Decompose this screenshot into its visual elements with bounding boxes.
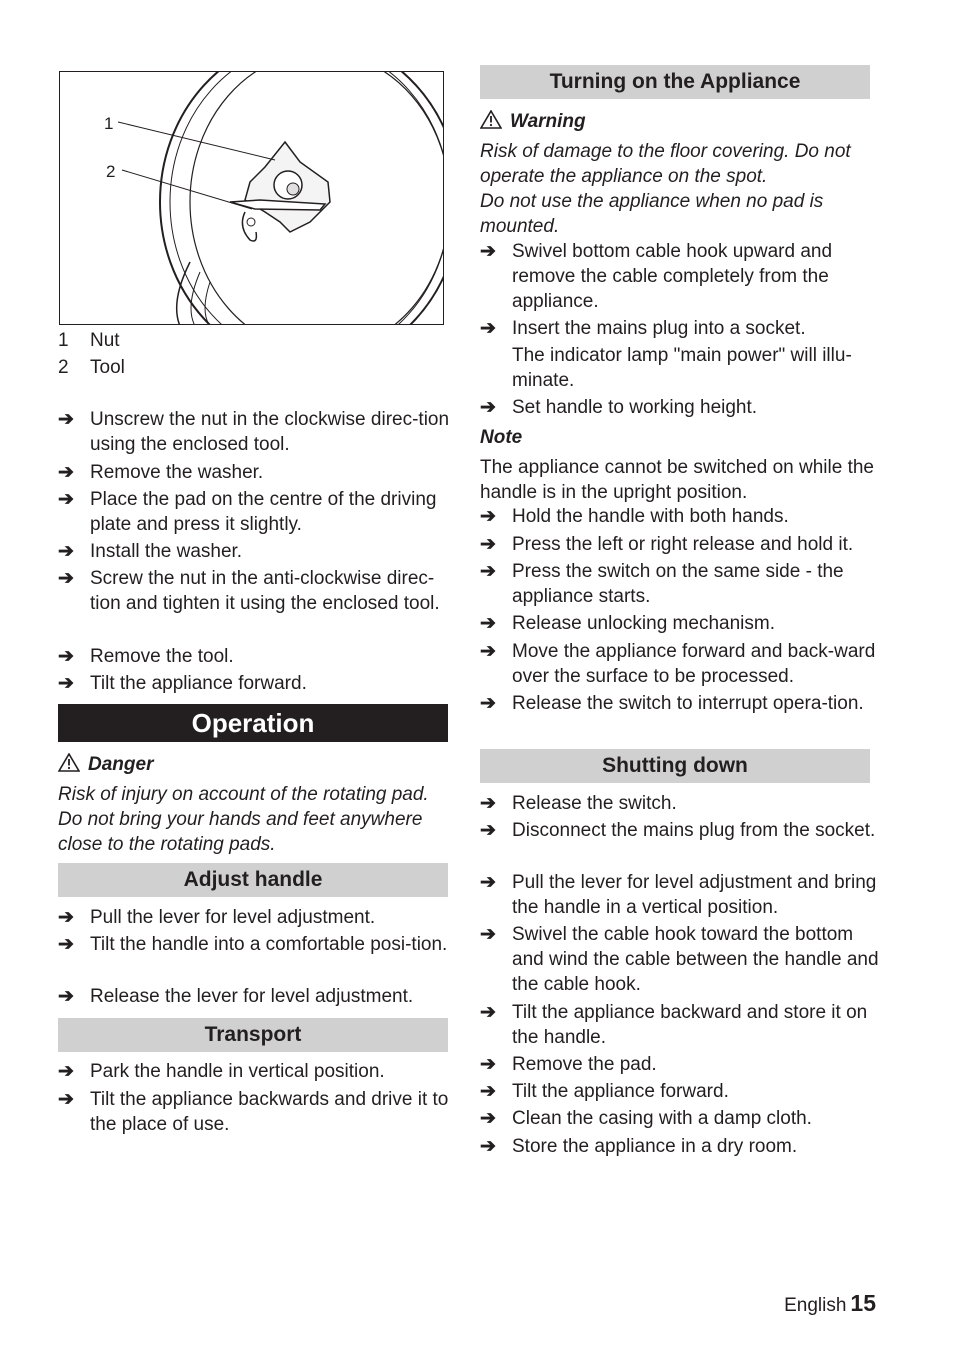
indicator-text: The indicator lamp "main power" will illu-minate.: [512, 345, 852, 391]
instruction-step: ➔ Screw the nut in the anti-clockwise direc-tion and tighten it using the enclosed tool.: [58, 568, 440, 614]
note-heading: Note: [480, 427, 523, 448]
arrow-icon: ➔: [480, 641, 496, 662]
legend-item: [58, 355, 125, 380]
arrow-icon: ➔: [58, 568, 74, 589]
arrow-icon: ➔: [58, 1089, 74, 1110]
arrow-icon: ➔: [480, 534, 496, 555]
arrow-icon: ➔: [480, 1136, 496, 1157]
arrow-icon: ➔: [480, 1108, 496, 1129]
warning-label: Warning: [510, 111, 586, 132]
warning-triangle-icon: [58, 753, 80, 772]
legend-label: Tool: [90, 357, 125, 378]
page-number: 15: [850, 1290, 876, 1316]
arrow-icon: ➔: [480, 793, 496, 814]
instruction-step: ➔ Park the handle in vertical position.: [58, 1061, 385, 1082]
arrow-icon: ➔: [480, 506, 496, 527]
instruction-step: ➔ Press the switch on the same side - the appliance starts.: [480, 561, 844, 607]
arrow-icon: ➔: [58, 673, 74, 694]
instruction-step: ➔ Place the pad on the centre of the driving plate and press it slightly.: [58, 489, 437, 535]
warning-triangle-icon: [480, 110, 502, 129]
callout-1: 1: [104, 114, 114, 133]
instruction-step: ➔ Insert the mains plug into a socket.: [480, 318, 806, 339]
warning-text: Risk of damage to the floor covering. Do not operate the appliance on the spot.: [480, 141, 851, 187]
section-title-turning-on: Turning on the Appliance: [480, 65, 870, 99]
footer-language: English: [784, 1295, 847, 1316]
legend-label: Nut: [90, 330, 120, 351]
instruction-step: ➔ Set handle to working height.: [480, 397, 758, 418]
arrow-icon: ➔: [480, 1054, 496, 1075]
instruction-step: ➔ Store the appliance in a dry room.: [480, 1136, 798, 1157]
instruction-step: ➔ Disconnect the mains plug from the socket.: [480, 820, 876, 841]
instruction-step: ➔ Swivel the cable hook toward the bottom and wind the cable between the handle and the cable hook.: [480, 924, 879, 995]
callout-2: 2: [106, 162, 116, 181]
section-title-adjust-handle: Adjust handle: [58, 863, 448, 897]
instruction-step: ➔ Release the lever for level adjustment.: [58, 986, 414, 1007]
arrow-icon: ➔: [480, 397, 496, 418]
instruction-step: ➔ Tilt the appliance forward.: [480, 1081, 729, 1102]
arrow-icon: ➔: [58, 934, 74, 955]
arrow-icon: ➔: [480, 613, 496, 634]
danger-text: Risk of injury on account of the rotating pad. Do not bring your hands and feet anywhere close to the rotating pads.: [58, 784, 429, 855]
instruction-step: ➔ Clean the casing with a damp cloth.: [480, 1108, 812, 1129]
section-title-transport: Transport: [58, 1018, 448, 1052]
pad-mounting-figure: [59, 71, 444, 325]
arrow-icon: ➔: [480, 1081, 496, 1102]
instruction-step: ➔ Tilt the appliance backwards and drive it to the place of use.: [58, 1089, 449, 1135]
instruction-step: ➔ Pull the lever for level adjustment and bring the handle in a vertical position.: [480, 872, 877, 918]
section-title-operation: Operation: [58, 704, 448, 742]
instruction-step: ➔ Unscrew the nut in the clockwise direc-tion using the enclosed tool.: [58, 409, 450, 455]
page-footer: [784, 1290, 876, 1317]
warning-heading: [480, 109, 586, 134]
instruction-step: ➔ Hold the handle with both hands.: [480, 506, 789, 527]
danger-heading: [58, 752, 153, 777]
arrow-icon: ➔: [58, 1061, 74, 1082]
note-text: The appliance cannot be switched on while the handle is in the upright position.: [480, 457, 874, 503]
arrow-icon: ➔: [480, 924, 496, 945]
instruction-step: ➔ Tilt the handle into a comfortable posi-tion.: [58, 934, 448, 955]
instruction-step: ➔ Release unlocking mechanism.: [480, 613, 775, 634]
instruction-step: ➔ Install the washer.: [58, 541, 243, 562]
instruction-step: ➔ Pull the lever for level adjustment.: [58, 907, 376, 928]
instruction-step: ➔ Release the switch to interrupt opera-tion.: [480, 693, 864, 714]
arrow-icon: ➔: [480, 693, 496, 714]
instruction-step: ➔ Tilt the appliance backward and store it on the handle.: [480, 1002, 868, 1048]
arrow-icon: ➔: [58, 986, 74, 1007]
arrow-icon: ➔: [480, 318, 496, 339]
instruction-step: ➔ Press the left or right release and hold it.: [480, 534, 854, 555]
instruction-step: ➔ Release the switch.: [480, 793, 677, 814]
arrow-icon: ➔: [58, 409, 74, 430]
section-title-shutting-down: Shutting down: [480, 749, 870, 783]
legend-number: 2: [58, 357, 69, 378]
arrow-icon: ➔: [58, 646, 74, 667]
danger-label: Danger: [88, 754, 154, 775]
arrow-icon: ➔: [480, 872, 496, 893]
instruction-step: ➔ Remove the pad.: [480, 1054, 657, 1075]
arrow-icon: ➔: [58, 907, 74, 928]
legend-number: 1: [58, 330, 69, 351]
legend-item: [58, 328, 120, 353]
arrow-icon: ➔: [480, 561, 496, 582]
instruction-step: ➔ Move the appliance forward and back-ward over the surface to be processed.: [480, 641, 876, 687]
arrow-icon: ➔: [58, 489, 74, 510]
instruction-step: ➔ Remove the washer.: [58, 462, 264, 483]
arrow-icon: ➔: [480, 820, 496, 841]
arrow-icon: ➔: [480, 1002, 496, 1023]
instruction-step: ➔ Remove the tool.: [58, 646, 234, 667]
instruction-step: ➔ Swivel bottom cable hook upward and remove the cable completely from the appliance.: [480, 241, 833, 312]
arrow-icon: ➔: [480, 241, 496, 262]
warning-text: Do not use the appliance when no pad is mounted.: [480, 191, 824, 237]
arrow-icon: ➔: [58, 541, 74, 562]
instruction-step: ➔ Tilt the appliance forward.: [58, 673, 307, 694]
arrow-icon: ➔: [58, 462, 74, 483]
pad-drive-illustration: [60, 72, 444, 325]
